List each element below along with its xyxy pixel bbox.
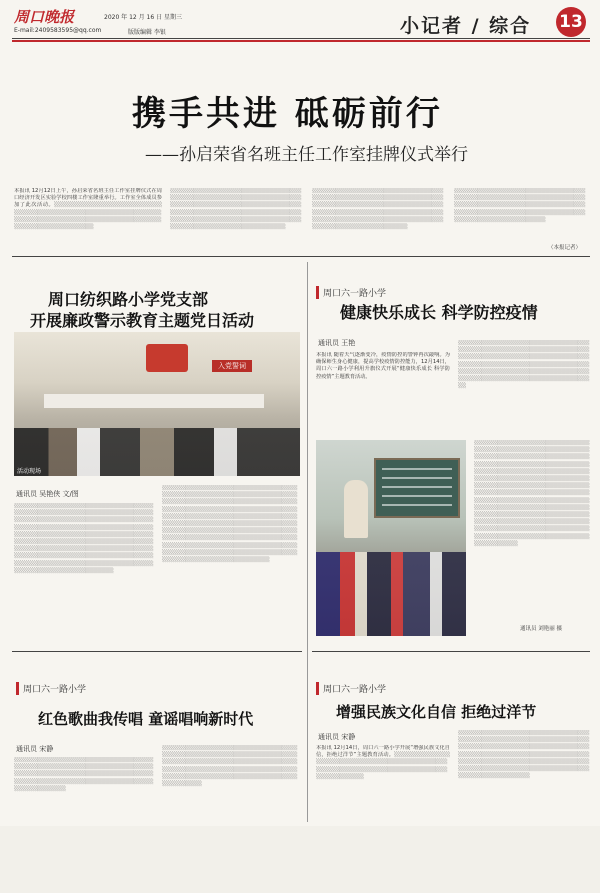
- party-flag-emblem: [146, 344, 188, 372]
- songs-article-title: 红色歌曲我传唱 童谣唱响新时代: [38, 710, 254, 728]
- masthead-rule: [12, 38, 590, 39]
- lead-article-end-note: （本报记者）: [548, 245, 582, 251]
- lead-article-body-col1: 本报讯 12月12日上午，孙启荣省名班主任工作室挂牌仪式在周口经济开发区实验学校四楼工作室隆重举行。工作室全体成员参加了此次活动。░░░░░░░░░░░░░░░░░░░░░░░░░░░░░░░░░░░░░░░░░░░░░░░░░░░░░░░░░░░░░░░░░░░░░░░░░░░░░░░░░░░░░░░░░░░░░░░░░░░░░░░░░░░░░░░░░░░░░░░░░: [14, 188, 162, 231]
- culture-article-body-col2: ░░░░░░░░░░░░░░░░░░░░░░░░░░░░░░░░░░░░░░░░░░░░░░░░░░░░░░░░░░░░░░░░░░░░░░░░░░░░░░░░░░░░░░░░░░░░░░░░░░░░░░░░░░░░░░░░░░░░░░░░░░░░░░░░░░░░░░░░░░░░░░░░░░░░░░░░░░░░░░░░░░░░░░░░░░░░░░░░░░░░░░░░░░░░░░░░░░░░░░░░░░░░░░░░░░░░░░░░: [458, 730, 590, 780]
- party-article-body-col1: ░░░░░░░░░░░░░░░░░░░░░░░░░░░░░░░░░░░░░░░░░░░░░░░░░░░░░░░░░░░░░░░░░░░░░░░░░░░░░░░░░░░░░░░░░░░░░░░░░░░░░░░░░░░░░░░░░░░░░░░░░░░░░░░░░░░░░░░░░░░░░░░░░░░░░░░░░░░░░░░░░░░░░░░░░░░░░░░░░░░░░░░░░░░░░░░░░░░░░░░░░░░░░░░░░░░░░░░░░░░░░░░░░░░░░░░░░░░░░░░░░░░░░░░░░░░░░░░░░░░░░░░░░░░░░░░░░░░░░░░░░░░░░░░░░░░░░░░░░░░░░░░░░░░░░░░░░░░░░░░░░░░░░░░░░░░░░░░░░░░░: [14, 503, 154, 574]
- party-photo-caption: 活动现场: [17, 468, 42, 475]
- health-article-body-col2: ░░░░░░░░░░░░░░░░░░░░░░░░░░░░░░░░░░░░░░░░░░░░░░░░░░░░░░░░░░░░░░░░░░░░░░░░░░░░░░░░░░░░░░░░░░░░░░░░░░░░░░░░░░░░░░░░░░░░░░░░░░░░░░░░░░░░░░░░░░░░░░░░░░░░░░░░░░░░░░░░░░░░░░░░░░░░░░░░░░░░░░░░░░░░░░░░░░░░░░░░: [458, 340, 590, 390]
- page-number-badge: 13: [556, 7, 586, 37]
- health-article-photo-credit: 通讯员 刘艳丽 摄: [520, 626, 562, 632]
- songs-article-kicker: 周口六一路小学: [16, 682, 86, 695]
- bottom-margin: [0, 826, 600, 893]
- culture-article-body-col1: 本报讯 12月14日，周口六一路小学开展“增强民族文化自信，拒绝过洋节”主题教育活动。░░░░░░░░░░░░░░░░░░░░░░░░░░░░░░░░░░░░░░░░░░░░░░░░░░░░░░░░░░░░░░░░░░░░░░░░░░░░░░░░░░░░░░░░░░░░: [316, 745, 450, 780]
- teacher-figure: [344, 480, 368, 538]
- issue-date: 2020 年 12 月 16 日 星期三: [104, 14, 182, 21]
- lead-article-body-col2: ░░░░░░░░░░░░░░░░░░░░░░░░░░░░░░░░░░░░░░░░░░░░░░░░░░░░░░░░░░░░░░░░░░░░░░░░░░░░░░░░░░░░░░░░░░░░░░░░░░░░░░░░░░░░░░░░░░░░░░░░░░░░░░░░░░░░░░░░░░░░░░░░░░░░░░░░░░░░░░░░░░░░░░░░░░░░░░░░░░░░░░░░░░░░░░░░░░: [170, 188, 302, 231]
- party-article-divider: [12, 651, 302, 652]
- party-article-title-line2: 开展廉政警示教育主题党日活动: [30, 311, 255, 330]
- health-article-body-col3: ░░░░░░░░░░░░░░░░░░░░░░░░░░░░░░░░░░░░░░░░░░░░░░░░░░░░░░░░░░░░░░░░░░░░░░░░░░░░░░░░░░░░░░░░░░░░░░░░░░░░░░░░░░░░░░░░░░░░░░░░░░░░░░░░░░░░░░░░░░░░░░░░░░░░░░░░░░░░░░░░░░░░░░░░░░░░░░░░░░░░░░░░░░░░░░░░░░░░░░░░░░░░░░░░░░░░░░░░░░░░░░░░░░░░░░░░░░░░░░░░░░░░░░░░░░░░░░░░░░░░░░░░░░░░░░░░░░░░░░░░░░░░░░░░░░░░░░░░░░░░░░░░░░░░░░░░░░░░░░░░░░░░░░░░░░░░░░░░░░░░░░░░░░░░░░░░░░░░░░░░░░░░░░░░░░░░░░░░░░░░░░░░░░░░░░░░░░░░░░░░░░░░░░░░░░░░░░░░░: [474, 440, 590, 547]
- lead-article-divider: [12, 256, 590, 257]
- students-row: [316, 552, 466, 636]
- lead-article-subtitle: ——孙启荣省名班主任工作室挂牌仪式举行: [145, 145, 468, 165]
- health-article-body-col1: [316, 352, 450, 428]
- lead-article-title: 携手共进 砥砺前行: [132, 94, 443, 134]
- section-title: 小记者 / 综合: [400, 15, 532, 37]
- party-article-body-col2: ░░░░░░░░░░░░░░░░░░░░░░░░░░░░░░░░░░░░░░░░░░░░░░░░░░░░░░░░░░░░░░░░░░░░░░░░░░░░░░░░░░░░░░░░░░░░░░░░░░░░░░░░░░░░░░░░░░░░░░░░░░░░░░░░░░░░░░░░░░░░░░░░░░░░░░░░░░░░░░░░░░░░░░░░░░░░░░░░░░░░░░░░░░░░░░░░░░░░░░░░░░░░░░░░░░░░░░░░░░░░░░░░░░░░░░░░░░░░░░░░░░░░░░░░░░░░░░░░░░░░░░░░░░░░░░░░░░░░░░░░░░░░░░░░░░░░░░░░░░░░░░░░░░░░░░░░░░░░░░░░░░░░░░░░░░░░░░░░░░░░░░░░░░░░░░░░░░░░░░░░░░░░░░░: [162, 485, 298, 564]
- lead-article-body-col3: ░░░░░░░░░░░░░░░░░░░░░░░░░░░░░░░░░░░░░░░░░░░░░░░░░░░░░░░░░░░░░░░░░░░░░░░░░░░░░░░░░░░░░░░░░░░░░░░░░░░░░░░░░░░░░░░░░░░░░░░░░░░░░░░░░░░░░░░░░░░░░░░░░░░░░░░░░░░░░░░░░░░░░░░░░░░░░░░░░░░░░░░░░░░░░: [312, 188, 444, 231]
- party-activity-photo: [14, 332, 300, 476]
- party-article-title-line1: 周口纺织路小学党支部: [48, 290, 209, 309]
- newspaper-logo: 周口晚报: [14, 8, 75, 26]
- attendee-row: [14, 428, 300, 476]
- songs-article-body-col2: ░░░░░░░░░░░░░░░░░░░░░░░░░░░░░░░░░░░░░░░░░░░░░░░░░░░░░░░░░░░░░░░░░░░░░░░░░░░░░░░░░░░░░░░░░░░░░░░░░░░░░░░░░░░░░░░░░░░░░░░░░░░░░░░░░░░░░░░░░░░░░░░░░░░░░░░░░░░░░░░░░░░░░░░░░░░░░░░░░░░░: [162, 745, 298, 788]
- songs-article-body-col1: ░░░░░░░░░░░░░░░░░░░░░░░░░░░░░░░░░░░░░░░░░░░░░░░░░░░░░░░░░░░░░░░░░░░░░░░░░░░░░░░░░░░░░░░░░░░░░░░░░░░░░░░░░░░░░░░░░░░░░░░░░░░░░░░░░░░░░░░░░░░░░░░░░░░░░░░░░: [14, 757, 154, 792]
- health-article-divider: [312, 651, 590, 652]
- health-article-byline: 通讯员 王艳: [318, 339, 356, 347]
- meeting-table: [44, 394, 264, 408]
- party-article-byline: 通讯员 吴艳侠 文/图: [16, 490, 79, 498]
- songs-article-byline: 通讯员 宋静: [16, 745, 54, 753]
- culture-article-byline: 通讯员 宋静: [318, 733, 356, 741]
- oath-banner: 入党誓词: [212, 360, 252, 372]
- culture-article-lead-text: 本报讯 12月14日，周口六一路小学开展“增强民族文化自信，拒绝过洋节”主题教育活动。: [316, 745, 450, 759]
- masthead-rule-thick: [12, 40, 590, 42]
- health-article-kicker: 周口六一路小学: [316, 286, 386, 299]
- lead-article-lead-text: 本报讯 12月12日上午，孙启荣省名班主任工作室挂牌仪式在周口经济开发区实验学校四楼工作室隆重举行。工作室全体成员参加了此次活动。: [14, 188, 162, 209]
- lead-article-body-col4: ░░░░░░░░░░░░░░░░░░░░░░░░░░░░░░░░░░░░░░░░░░░░░░░░░░░░░░░░░░░░░░░░░░░░░░░░░░░░░░░░░░░░░░░░░░░░░░░░░░░░░░░░░░░░░░░░░░░░░░░░░░░░░░░░░░░░░░░░░░░░░░░░░░░░░░░░░░░: [454, 188, 586, 223]
- page-editor: 版版编辑 李银: [128, 29, 166, 36]
- contact-email: E-mail:2409583595@qq.com: [14, 27, 102, 34]
- blackboard-writing: [382, 468, 452, 508]
- culture-article-title: 增强民族文化自信 拒绝过洋节: [336, 703, 537, 721]
- health-article-lead-text: 本报讯 随着天气逐渐变冷，疫情防控的警钟再次敲响。为确保师生身心健康，提高学校疫情防控能力，12月14日，周口六一路小学利用升旗仪式开展“健康快乐成长 科学防控疫情”主题教育活动。: [316, 352, 450, 380]
- column-divider: [307, 262, 308, 822]
- health-article-title: 健康快乐成长 科学防控疫情: [340, 303, 538, 322]
- culture-article-kicker: 周口六一路小学: [316, 682, 386, 695]
- classroom-photo: [316, 440, 466, 636]
